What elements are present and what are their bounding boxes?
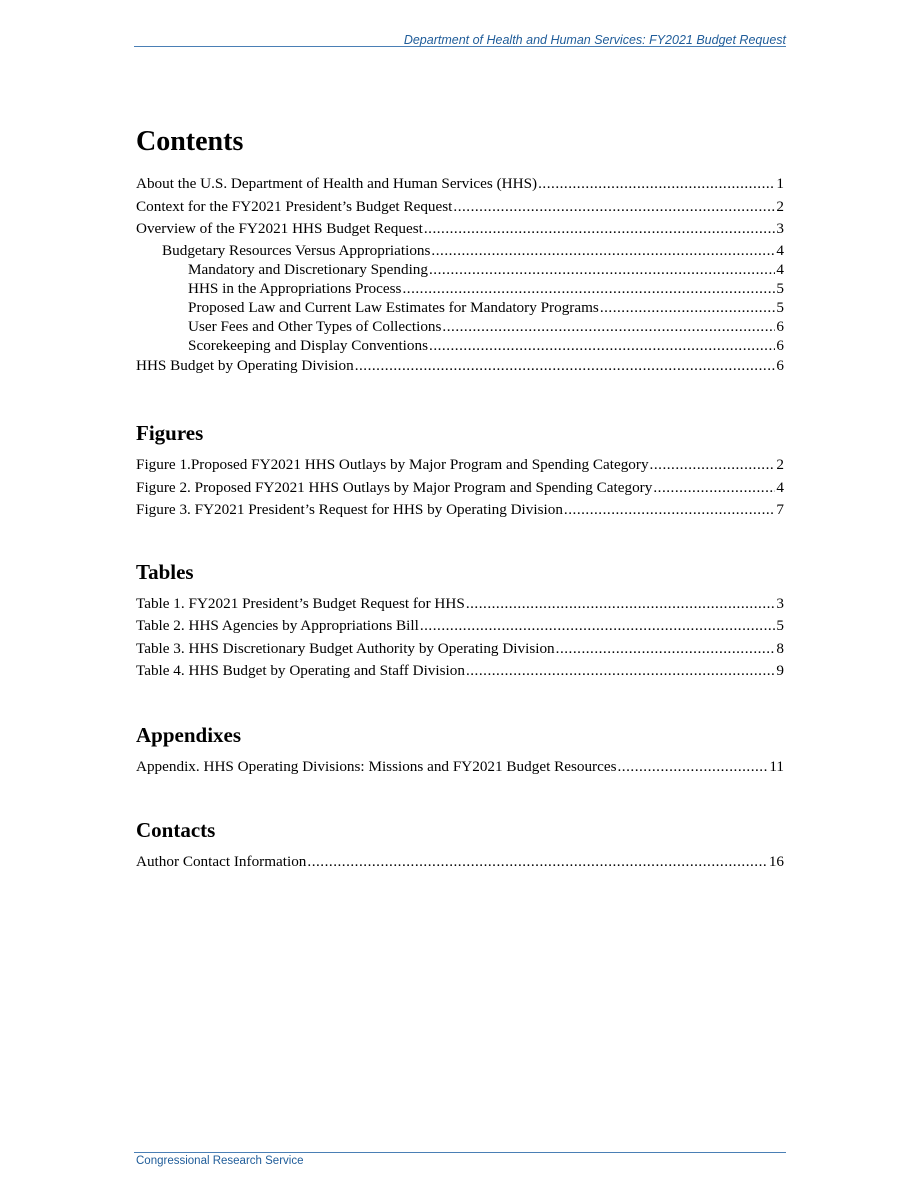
dot-leader — [564, 499, 775, 522]
toc-entry-link[interactable] — [136, 756, 784, 779]
toc-entry-page-number: 2 — [776, 456, 784, 473]
contents-list — [136, 173, 784, 377]
dot-leader — [466, 593, 776, 616]
toc-entry-page-number: 3 — [776, 594, 784, 612]
toc-entry-page-number: 9 — [776, 662, 784, 679]
toc-entry-link[interactable] — [136, 660, 784, 683]
toc-entry-label: Scorekeeping and Display Conventions — [188, 336, 429, 354]
toc-entry-link[interactable] — [136, 218, 784, 241]
dot-leader — [420, 615, 776, 638]
dot-leader — [431, 241, 775, 260]
toc-entry-page-number: 7 — [776, 501, 784, 518]
toc-entry-page-number: 16 — [768, 853, 784, 870]
toc-entry-page-number: 11 — [769, 757, 784, 775]
dot-leader — [424, 218, 776, 241]
dot-leader — [453, 196, 775, 219]
toc-entry-page-number: 4 — [776, 241, 784, 259]
dot-leader — [442, 317, 775, 336]
dot-leader — [466, 660, 775, 683]
toc-entry-link[interactable] — [136, 477, 784, 500]
toc-entry-page-number: 1 — [776, 175, 784, 192]
toc-entry-link[interactable] — [136, 173, 784, 196]
toc-entry-link[interactable] — [136, 355, 784, 378]
contents-section — [136, 126, 784, 377]
contacts-list — [136, 851, 784, 874]
toc-entry-label: Context for the FY2021 President’s Budget Request — [136, 197, 453, 215]
toc-entry-page-number: 6 — [776, 356, 784, 374]
contacts-heading: Contacts — [136, 818, 216, 842]
toc-entry-label: Budgetary Resources Versus Appropriations — [162, 241, 431, 259]
toc-entry-link[interactable] — [136, 615, 784, 638]
toc-entry-label: Table 1. FY2021 President’s Budget Request for HHS — [136, 594, 465, 612]
toc-entry-label: HHS in the Appropriations Process — [188, 279, 402, 297]
tables-section — [136, 560, 784, 683]
tables-list — [136, 593, 784, 683]
footer-divider — [134, 1152, 786, 1153]
dot-leader — [429, 260, 775, 279]
appendixes-heading: Appendixes — [136, 722, 242, 747]
toc-entry-link[interactable] — [136, 241, 784, 260]
toc-entry-page-number: 5 — [776, 279, 784, 297]
toc-entry-page-number: 4 — [776, 260, 784, 278]
dot-leader — [653, 477, 775, 500]
figures-section — [136, 421, 784, 522]
contacts-section — [136, 818, 784, 874]
figures-list — [136, 454, 784, 522]
toc-entry-label: Table 4. HHS Budget by Operating and Staff Division — [136, 662, 465, 679]
dot-leader — [538, 173, 775, 196]
appendixes-list — [136, 756, 784, 779]
dot-leader — [402, 279, 775, 298]
toc-entry-label: HHS Budget by Operating Division — [136, 356, 354, 374]
contents-heading: Contents — [136, 126, 244, 157]
toc-entry-label: Table 3. HHS Discretionary Budget Authority by Operating Division — [136, 639, 555, 657]
dot-leader — [618, 756, 769, 779]
toc-entry-label: Appendix. HHS Operating Divisions: Missions and FY2021 Budget Resources — [136, 757, 617, 775]
toc-entry-link[interactable] — [136, 454, 784, 477]
dot-leader — [556, 638, 776, 661]
toc-entry-label: Mandatory and Discretionary Spending — [188, 260, 428, 278]
toc-entry-page-number: 6 — [776, 317, 784, 335]
toc-entry-link[interactable] — [136, 336, 784, 355]
toc-entry-label: Table 2. HHS Agencies by Appropriations Bill — [136, 617, 419, 634]
tables-heading: Tables — [136, 559, 194, 584]
toc-entry-link[interactable] — [136, 638, 784, 661]
toc-entry-label: Figure 3. FY2021 President’s Request for HHS by Operating Division — [136, 501, 563, 518]
figures-heading: Figures — [136, 421, 204, 445]
dot-leader — [600, 298, 776, 317]
toc-entry-page-number: 8 — [776, 639, 784, 657]
toc-entry-link[interactable] — [136, 298, 784, 317]
toc-entry-label: Author Contact Information — [136, 853, 307, 870]
toc-entry-link[interactable] — [136, 279, 784, 298]
dot-leader — [650, 454, 776, 477]
toc-entry-page-number: 2 — [776, 197, 784, 215]
toc-entry-label: Proposed Law and Current Law Estimates for Mandatory Programs — [188, 298, 599, 316]
footer-publisher: Congressional Research Service — [136, 1155, 304, 1167]
toc-entry-link[interactable] — [136, 260, 784, 279]
dot-leader — [307, 851, 767, 874]
toc-entry-label: Figure 1.Proposed FY2021 HHS Outlays by Major Program and Spending Category — [136, 456, 649, 473]
header-divider — [134, 46, 786, 47]
toc-entry-link[interactable] — [136, 196, 784, 219]
toc-entry-label: Overview of the FY2021 HHS Budget Request — [136, 220, 423, 237]
running-header-title: Department of Health and Human Services: FY2021 Budget Request — [403, 33, 786, 47]
toc-entry-page-number: 6 — [776, 336, 784, 354]
toc-entry-link[interactable] — [136, 317, 784, 336]
toc-entry-page-number: 4 — [776, 478, 784, 496]
dot-leader — [355, 355, 776, 378]
toc-entry-link[interactable] — [136, 593, 784, 616]
table-of-contents — [136, 126, 784, 874]
toc-entry-link[interactable] — [136, 851, 784, 874]
toc-entry-label: Figure 2. Proposed FY2021 HHS Outlays by Major Program and Spending Category — [136, 478, 653, 496]
toc-entry-page-number: 5 — [776, 617, 784, 634]
toc-entry-page-number: 3 — [776, 220, 784, 237]
toc-entry-label: About the U.S. Department of Health and Human Services (HHS) — [136, 175, 538, 192]
toc-entry-label: User Fees and Other Types of Collections — [188, 317, 442, 335]
dot-leader — [429, 336, 775, 355]
toc-entry-page-number: 5 — [776, 298, 784, 316]
toc-entry-link[interactable] — [136, 499, 784, 522]
appendixes-section — [136, 723, 784, 779]
